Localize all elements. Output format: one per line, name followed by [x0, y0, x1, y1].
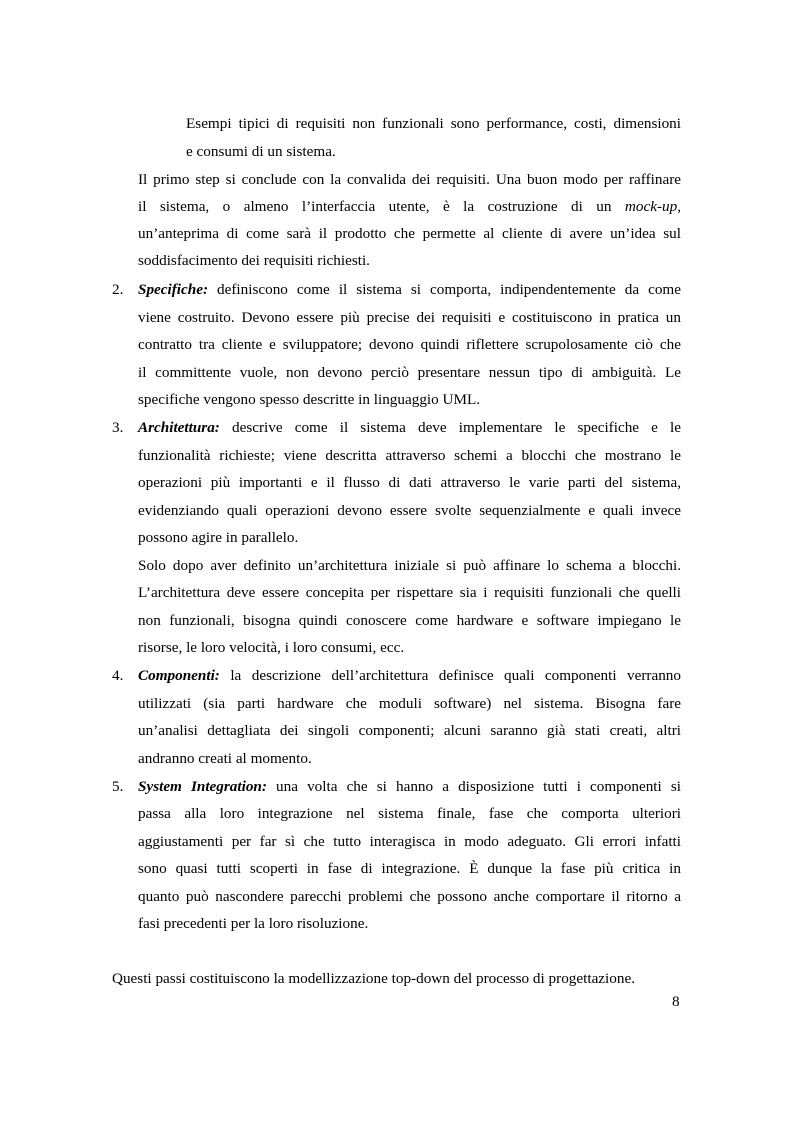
list-item-2-line-1: Specifiche: definiscono come il sistema si comporta, indipendentemente da come: [138, 281, 681, 298]
list-item-5-line-4: sono quasi tutti scoperti in fase di integrazione. È dunque la fase più critica in: [138, 860, 681, 877]
list-item-2-line-4: il committente vuole, non devono perciò presentare nessun tipo di ambiguità. Le: [138, 364, 681, 381]
list-item-4-line-3: un’analisi dettagliata dei singoli componenti; alcuni saranno già stati creati, altri: [138, 722, 681, 739]
list-item-5-line-5: quanto può nascondere parecchi problemi che possono anche comportare il ritorno a: [138, 888, 681, 905]
list-item-3-line-3: operazioni più importanti e il flusso di dati attraverso le varie parti del sistema,: [138, 474, 681, 491]
step1-line-1: Il primo step si conclude con la convalida dei requisiti. Una buon modo per raffinare: [138, 171, 681, 188]
term-specifiche: Specifiche:: [138, 281, 209, 298]
list-item-5-line-3: aggiustamenti per far sì che tutto interagisca in modo adeguato. Gli errori infatti: [138, 833, 681, 850]
step1-line-4: soddisfacimento dei requisiti richiesti.: [138, 252, 370, 269]
list-item-5-line-2: passa alla loro integrazione nel sistema finale, fase che comporta ulteriori: [138, 805, 681, 822]
closing-sentence: Questi passi costituiscono la modellizzazione top-down del processo di progettazione.: [112, 970, 635, 987]
list-item-4-line-1: Componenti: la descrizione dell’architettura definisce quali componenti verranno: [138, 667, 681, 684]
list-item-4-line-4: andranno creati al momento.: [138, 750, 312, 767]
step1-line-3: un’anteprima di come sarà il prodotto che permette al cliente di avere un’idea sul: [138, 225, 681, 242]
list-item-3-line-4: evidenziando quali operazioni devono essere svolte sequenzialmente e quali invece: [138, 502, 681, 519]
list-item-3-line-7: L’architettura deve essere concepita per rispettare sia i requisiti funzionali che quelli: [138, 584, 681, 601]
list-item-2-line-5: specifiche vengono spesso descritte in linguaggio UML.: [138, 391, 481, 408]
list-item-number: 3.: [112, 419, 124, 436]
list-item-5-line-6: fasi precedenti per la loro risoluzione.: [138, 915, 369, 932]
list-item-number: 5.: [112, 778, 124, 795]
intro-line-2: e consumi di un sistema.: [186, 143, 336, 160]
list-item-5-line-1: System Integration: una volta che si hanno a disposizione tutti i componenti si: [138, 778, 681, 795]
list-item-3-line-9: risorse, le loro velocità, i loro consumi, ecc.: [138, 639, 405, 656]
intro-line-1: Esempi tipici di requisiti non funzionali sono performance, costi, dimensioni: [186, 115, 681, 132]
list-item-3-line-5: possono agire in parallelo.: [138, 529, 299, 546]
term-architettura: Architettura:: [138, 419, 220, 436]
mock-up-term: mock-up: [624, 198, 678, 215]
term-system-integration: System Integration:: [138, 778, 267, 795]
list-item-3-line-2: funzionalità richieste; viene descritta attraverso schemi a blocchi che mostrano le: [138, 447, 681, 464]
list-item-2-line-2: viene costruito. Devono essere più precise dei requisiti e costituiscono in pratica un: [138, 309, 681, 326]
list-item-3-line-6: Solo dopo aver definito un’architettura iniziale si può affinare lo schema a blocchi.: [138, 557, 681, 574]
list-item-2-line-3: contratto tra cliente e sviluppatore; devono quindi riflettere scrupolosamente ciò che: [138, 336, 681, 353]
list-item-number: 2.: [112, 281, 124, 298]
term-componenti: Componenti:: [138, 667, 220, 684]
step1-line-2: il sistema, o almeno l’interfaccia utente, è la costruzione di un mock-up,: [138, 198, 681, 215]
page-number: 8: [672, 993, 680, 1010]
list-item-number: 4.: [112, 667, 124, 684]
list-item-3-line-8: non funzionali, bisogna quindi conoscere come hardware e software impiegano le: [138, 612, 681, 629]
list-item-4-line-2: utilizzati (sia parti hardware che moduli software) nel sistema. Bisogna fare: [138, 695, 681, 712]
list-item-3-line-1: Architettura: descrive come il sistema deve implementare le specifiche e le: [138, 419, 681, 436]
